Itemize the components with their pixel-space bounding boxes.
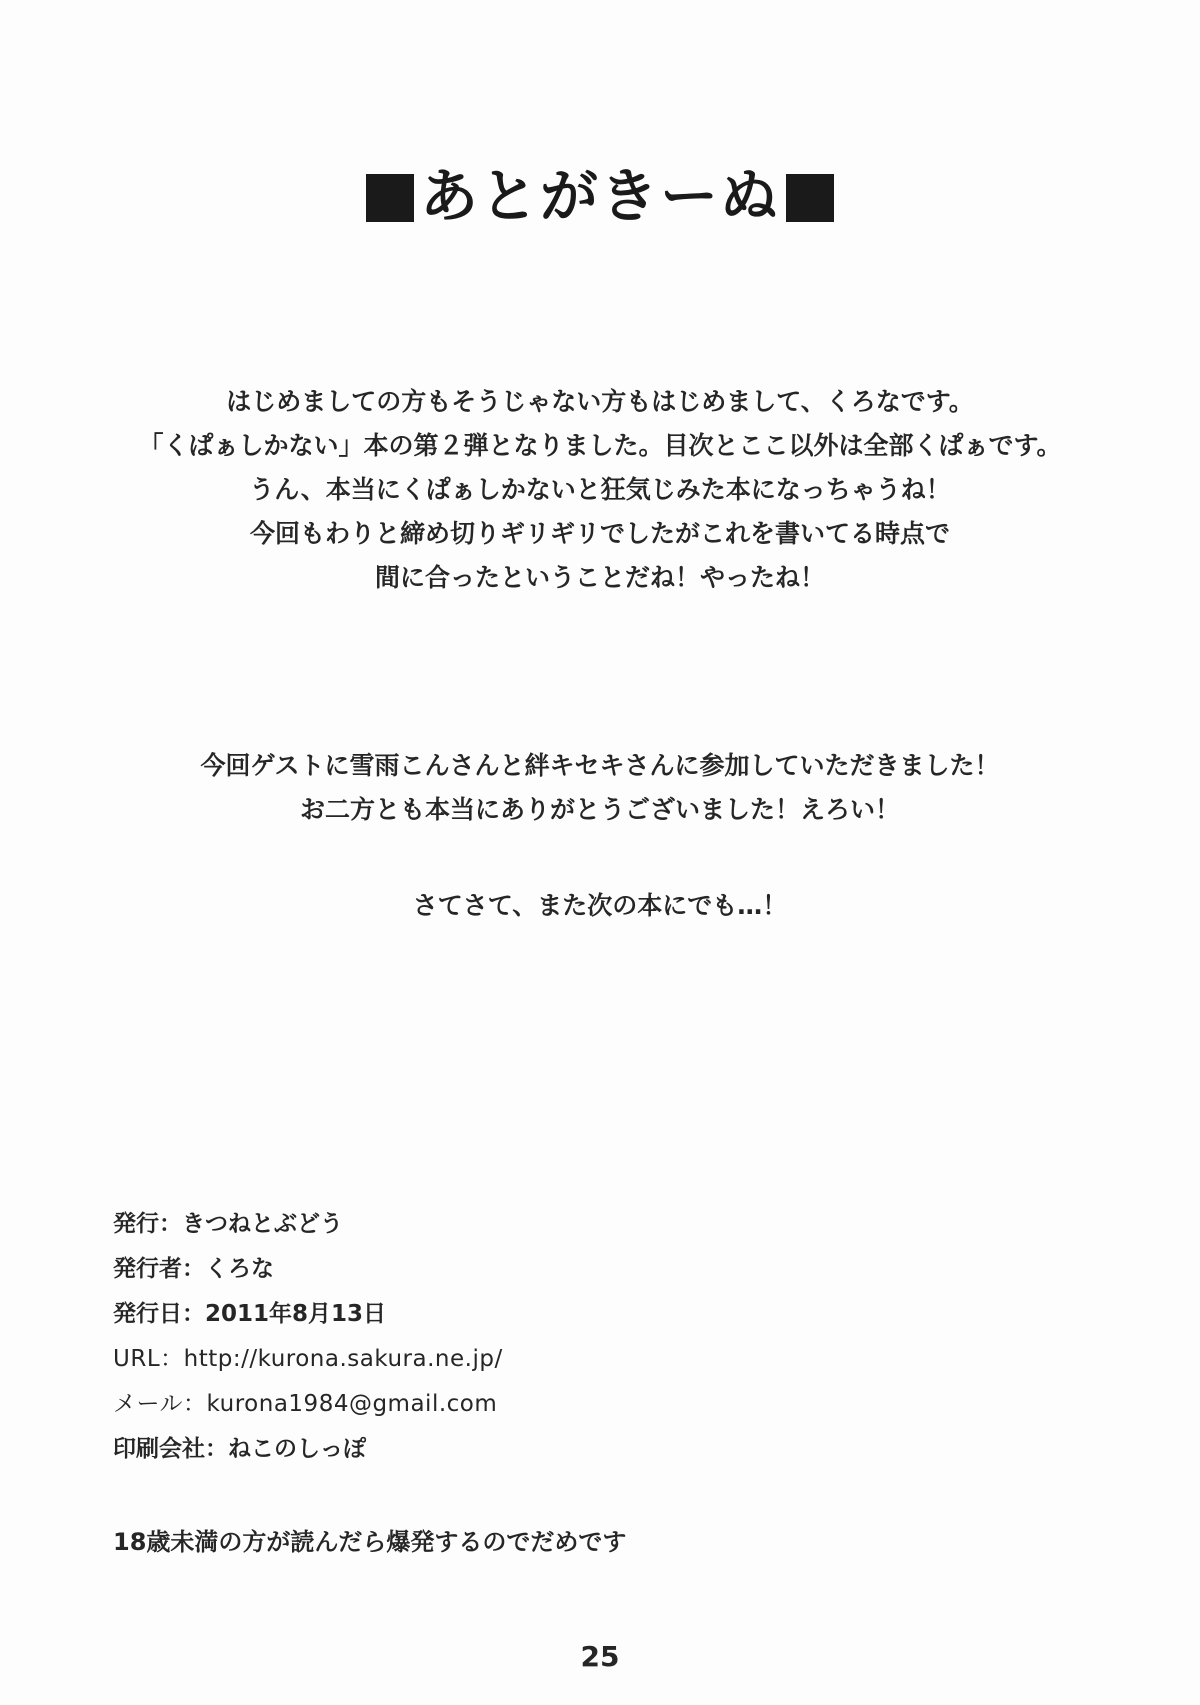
- title-right-square-icon: [786, 174, 834, 222]
- title-text: あとがきーぬ: [419, 162, 780, 230]
- page-title: [0, 160, 1200, 232]
- colophon-printer: 印刷会社：ねこのしっぽ: [113, 1436, 366, 1462]
- intro-line: はじめましての方もそうじゃない方もはじめまして、くろなです。: [226, 387, 974, 416]
- guest-line: お二方とも本当にありがとうございました！えろい！: [299, 795, 900, 824]
- colophon-url: URL：http://kurona.sakura.ne.jp/: [113, 1346, 503, 1372]
- intro-line: 「くぱぁしかない」本の第２弾となりました。目次とここ以外は全部くぱぁです。: [138, 431, 1062, 460]
- intro-line: 今回もわりと締め切りギリギリでしたがこれを書いてる時点で: [249, 519, 950, 548]
- intro-line: うん、本当にくぱぁしかないと狂気じみた本になっちゃうね！: [249, 475, 951, 504]
- page-number: 25: [580, 1640, 620, 1673]
- colophon-publisher: 発行：きつねとぶどう: [113, 1211, 343, 1237]
- colophon-author: 発行者：くろな: [113, 1256, 274, 1282]
- title-left-square-icon: [366, 174, 414, 222]
- guest-paragraph: [0, 744, 1200, 832]
- colophon: [113, 1202, 503, 1472]
- colophon-date: 発行日：2011年8月13日: [113, 1301, 387, 1327]
- age-warning: 18歳未満の方が読んだら爆発するのでだめです: [113, 1528, 627, 1556]
- guest-line: 今回ゲストに雪雨こんさんと絆キセキさんに参加していただきました！: [200, 751, 1000, 780]
- intro-paragraph: [0, 380, 1200, 600]
- intro-line: 間に合ったということだね！やったね！: [374, 563, 825, 592]
- colophon-mail: メール：kurona1984@gmail.com: [113, 1391, 498, 1417]
- closing-paragraph: [0, 884, 1200, 928]
- closing-line: さてさて、また次の本にでも…！: [412, 891, 788, 920]
